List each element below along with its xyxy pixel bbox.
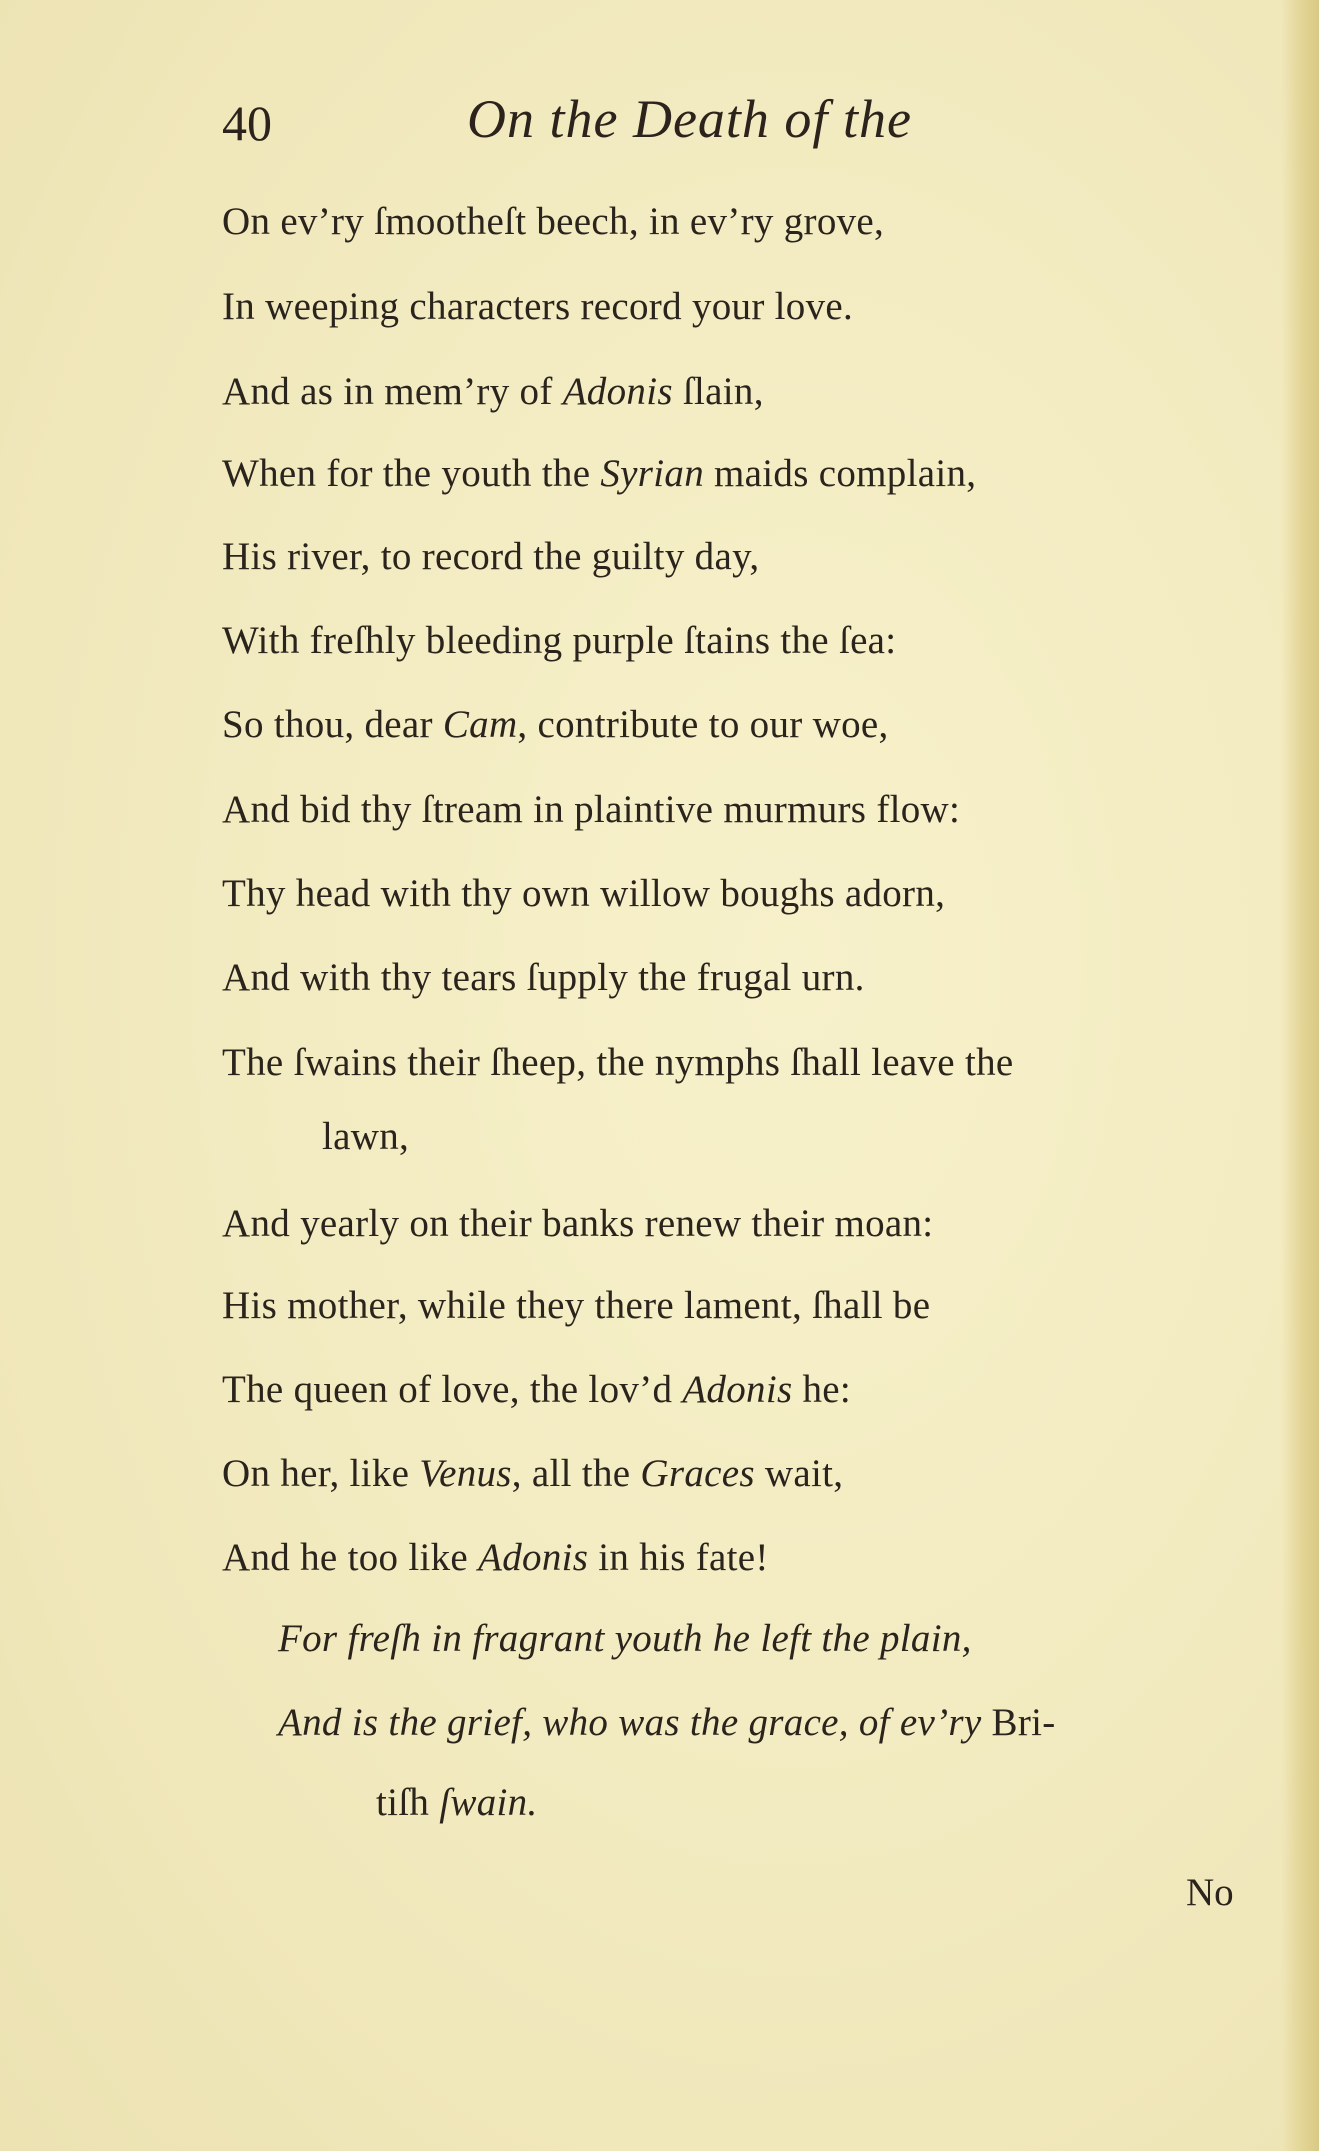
poem-line <box>222 368 764 416</box>
poem-line <box>222 533 759 581</box>
text: , all the <box>511 1452 641 1495</box>
italic-text: Syrian <box>600 452 704 495</box>
text: When for the youth the <box>222 452 601 495</box>
text: he: <box>792 1368 852 1411</box>
text: ſlain, <box>672 370 764 413</box>
text: And as in mem’ry of <box>222 370 563 413</box>
poem-line <box>222 1200 933 1248</box>
text: His river, to record the guilty day, <box>222 535 760 578</box>
poem-line <box>322 1113 409 1161</box>
text: And he too like <box>222 1536 479 1579</box>
text: In weeping characters record your love. <box>222 285 854 328</box>
text: And with thy tears ſupply the frugal urn. <box>222 956 865 999</box>
text: And yearly on their banks renew their moan: <box>222 1202 934 1245</box>
italic-text: Adonis <box>478 1536 589 1579</box>
text: wait, <box>754 1452 844 1495</box>
text: maids complain, <box>704 452 977 495</box>
text: lawn, <box>322 1115 410 1158</box>
poem-line <box>222 283 853 331</box>
italic-text: ſwain. <box>439 1781 538 1824</box>
text: Thy head with thy own willow boughs adorn, <box>222 872 946 915</box>
poem-line <box>278 1615 972 1663</box>
poem-line <box>222 954 865 1002</box>
poem-line <box>222 450 976 498</box>
italic-text: Cam <box>442 703 518 746</box>
text: Bri- <box>981 1701 1056 1744</box>
text: And bid thy ſtream in plaintive murmurs flow: <box>222 788 961 831</box>
running-title: On the Death of the <box>467 89 912 149</box>
poem-line <box>222 1450 843 1498</box>
poem-line <box>222 198 884 246</box>
text: His mother, while they there lament, ſhall be <box>222 1284 931 1327</box>
text: in his fate! <box>588 1536 769 1579</box>
text: So thou, dear <box>222 703 443 746</box>
text: tiſh <box>376 1781 440 1824</box>
italic-text: Adonis <box>682 1368 793 1411</box>
poem-line <box>222 1534 769 1582</box>
poem-line <box>222 1282 930 1330</box>
catchword: No <box>1186 1871 1234 1914</box>
italic-text: For freſh in fragrant youth he left the plain, <box>278 1617 972 1660</box>
poem-line <box>222 786 960 834</box>
poem-line <box>222 1366 851 1414</box>
italic-text: And is the grief, who was the grace, of ev’ry <box>278 1701 982 1744</box>
poem-line <box>376 1779 538 1827</box>
italic-text: Graces <box>640 1452 755 1495</box>
poem-line <box>222 701 889 749</box>
poem-line <box>278 1699 1056 1747</box>
text: On her, like <box>222 1452 420 1495</box>
text: On ev’ry ſmootheſt beech, in ev’ry grove, <box>222 200 885 243</box>
poem-line <box>222 617 896 665</box>
italic-text: Venus <box>419 1452 512 1495</box>
text: , contribute to our woe, <box>517 703 889 746</box>
text: The queen of love, the lov’d <box>222 1368 683 1411</box>
text: With freſhly bleeding purple ſtains the ſea: <box>222 619 897 662</box>
poem-line <box>222 870 945 918</box>
page-number: 40 <box>222 95 272 151</box>
italic-text: Adonis <box>562 370 673 413</box>
poem-line <box>222 1039 1014 1087</box>
text: The ſwains their ſheep, the nymphs ſhall leave the <box>222 1041 1014 1084</box>
